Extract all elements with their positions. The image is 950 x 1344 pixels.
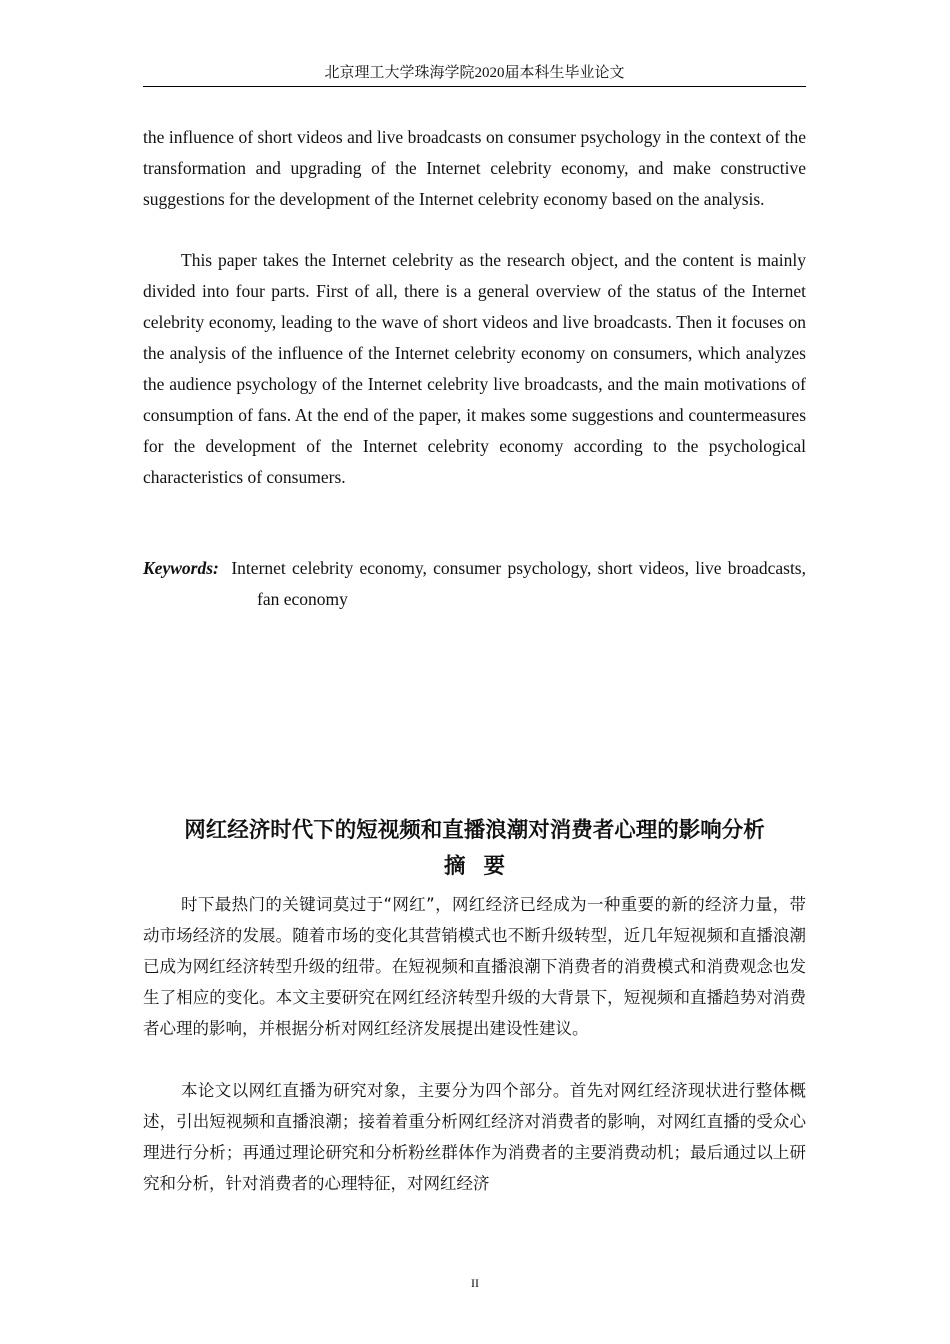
page-header: 北京理工大学珠海学院2020届本科生毕业论文 bbox=[143, 62, 806, 87]
chinese-abstract-paragraph-1: 时下最热门的关键词莫过于“网红”，网红经济已经成为一种重要的新的经济力量，带动市场经济的发展。随着市场的变化其营销模式也不断升级转型，近几年短视频和直播浪潮已成为网红经济转型升级的纽带。在短视频和直播浪潮下消费者的消费模式和消费观念也发生了相应的变化。本文主要研究在网红经济转型升级的大背景下，短视频和直播趋势对消费者心理的影响，并根据分析对网红经济发展提出建设性建议。 bbox=[143, 895, 806, 1038]
english-abstract-paragraph-1: the influence of short videos and live broadcasts on consumer psychology in the context of the transformation and upgrading of the Internet celebrity economy, and make constructive suggestions for the development of the Internet celebrity economy based on the analysis. bbox=[143, 127, 806, 209]
keywords-label: Keywords: bbox=[143, 558, 219, 578]
english-abstract-paragraph-2: This paper takes the Internet celebrity as the research object, and the content is mainly divided into four parts. First of all, there is a general overview of the status of the Internet celebrity economy, leading to the wave of short videos and live broadcasts. Then it focuses on the analysis of the influence of the Internet celebrity economy on consumers, which analyzes the audience psychology of the Internet celebrity live broadcasts, and the main motivations of consumption of fans. At the end of the paper, it makes some suggestions and countermeasures for the development of the Internet celebrity economy according to the psychological characteristics of consumers. bbox=[143, 250, 806, 487]
page-number: II bbox=[471, 1276, 479, 1290]
english-keywords bbox=[143, 553, 806, 615]
chinese-abstract-paragraph-2: 本论文以网红直播为研究对象，主要分为四个部分。首先对网红经济现状进行整体概述，引出短视频和直播浪潮；接着着重分析网红经济对消费者的影响，对网红直播的受众心理进行分析；再通过理论研究和分析粉丝群体作为消费者的主要消费动机；最后通过以上研究和分析，针对消费者的心理特征，对网红经济 bbox=[143, 1081, 806, 1193]
chinese-abstract-heading: 摘要 bbox=[443, 854, 523, 879]
keywords-list: Internet celebrity economy, consumer psychology, short videos, live broadcasts, fan economy bbox=[231, 558, 806, 609]
chinese-title: 网红经济时代下的短视频和直播浪潮对消费者心理的影响分析 bbox=[184, 818, 765, 843]
